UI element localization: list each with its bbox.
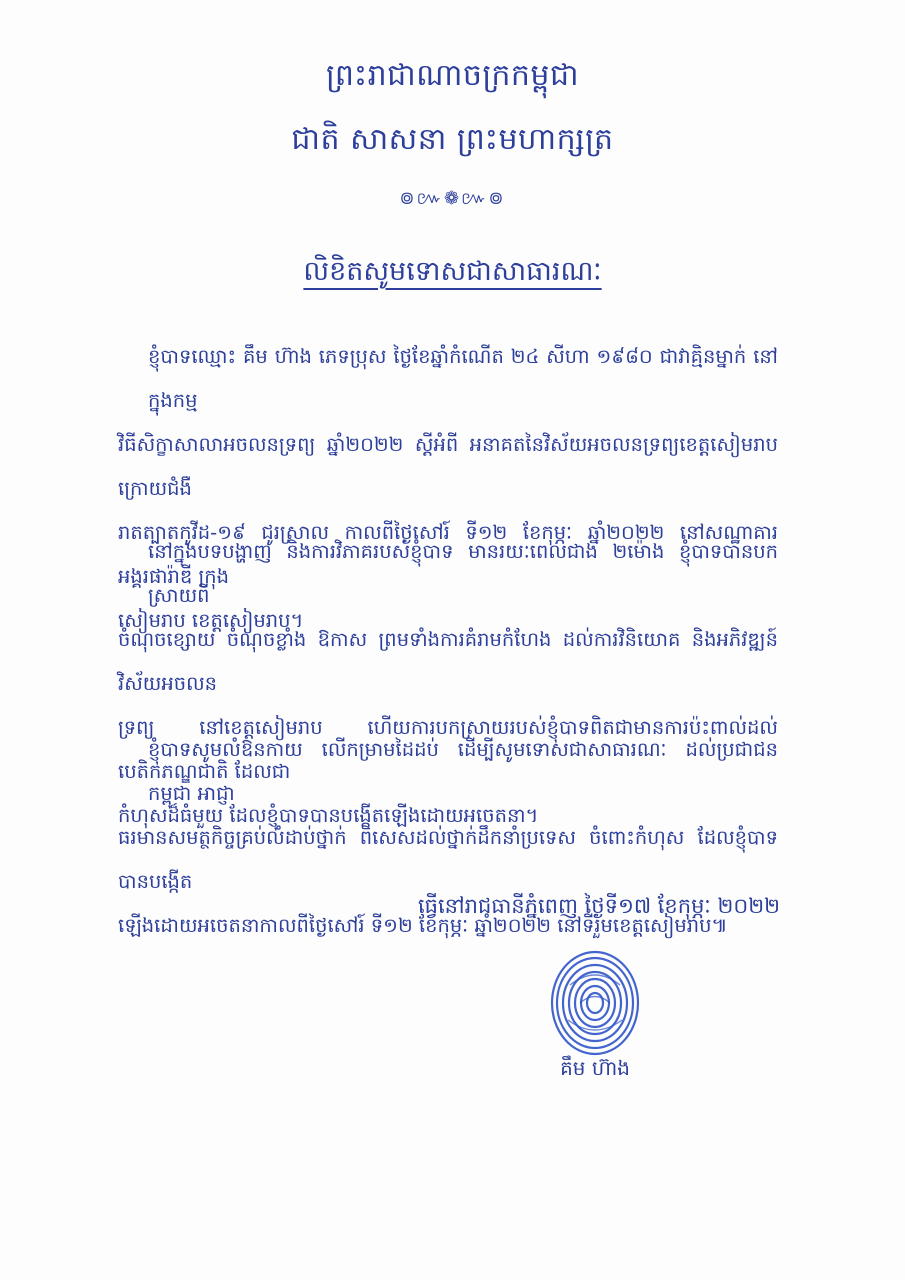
ornament-divider: ៙៚❁៚៙ — [399, 188, 506, 209]
paragraph-line: កំហុសដ៏ធំមួយ ដែលខ្ញុំបាទបានបង្កើតឡើងដោយអចេតនា។ — [118, 804, 539, 827]
paragraph-line: សៀមរាប ខេត្តសៀមរាប។ — [118, 609, 304, 632]
paragraph-line: ចំណុចខ្សោយ ចំណុចខ្លាំង ឱកាស ព្រមទាំងការគំរាមកំហែង ដល់ការវិនិយោគ និងអភិវឌ្ឍន៍វិស័យអចលន — [118, 628, 778, 695]
fingerprint-icon — [540, 945, 650, 1060]
paragraph-line: ទ្រព្យ នៅខេត្តសៀមរាប ហើយការបកស្រាយរបស់ខ្ញុំបាទពិតជាមានការប៉ះពាល់ដល់បេតិកភណ្ឌជាតិ ដែលជា — [118, 716, 778, 783]
paragraph-line: ខ្ញុំបាទឈ្មោះ គឹម ហ៊ាង ភេទប្រុស ថ្ងៃខែឆ្នាំកំណើត ២៤ សីហា ១៩៨០ ជាវាគ្មិនម្នាក់ នៅក្នុងកម្ម — [148, 345, 778, 412]
document-title: លិខិតសូមទោសជាសាធារណៈ — [303, 256, 602, 287]
paragraph-line: ធរមានសមត្ថកិច្ចគ្រប់លំដាប់ថ្នាក់ ពិសេសដល់ថ្នាក់ដឹកនាំប្រទេស ចំពោះកំហុស ដែលខ្ញុំបាទបានបង្កើត — [118, 826, 778, 893]
paragraph-line: រាតត្បាតកូវីដ-១៩ ជូរស្រាល កាលពីថ្ងៃសៅរ៍ ទី១២ ខែកុម្ភៈ ឆ្នាំ២០២២ នៅសណ្ឋាគារ អង្គរផារ៉ាឌី ក្រុង — [118, 521, 778, 588]
paragraph-line: នៅក្នុងបទបង្ហាញ និងការវិភាគរបស់ខ្ញុំបាទ មានរយៈពេលជាង ២ម៉ោង ខ្ញុំបាទបានបកស្រាយពី — [148, 540, 778, 607]
paragraph-line: វិធីសិក្ខាសាលាអចលនទ្រព្យ ឆ្នាំ២០២២ ស្តីអំពី អនាគតនៃវិស័យអចលនទ្រព្យខេត្តសៀមរាប ក្រោយជំងឺ — [118, 433, 778, 500]
signer-name: គឹម ហ៊ាង — [560, 1056, 630, 1080]
kingdom-heading: ព្រះរាជាណាចក្រកម្ពុជា — [325, 58, 580, 93]
paragraph-line: ឡើងដោយអចេតនាកាលពីថ្ងៃសៅរ៍ ទី១២ ខែកុម្ភៈ ឆ្នាំ២០២២ នៅទីរួមខេត្តសៀមរាប៕ — [118, 914, 728, 937]
date-line: ធ្វើនៅរាជធានីភ្នំពេញ ថ្ងៃទី១៧ ខែកុម្ភៈ ២០២២ — [418, 894, 781, 918]
motto-heading: ជាតិ សាសនា ព្រះមហាក្សត្រ — [291, 122, 614, 157]
paragraph-line: ខ្ញុំបាទសូមលំឱនកាយ លើកម្រាមដៃដប់ ដើម្បីសូមទោសជាសាធារណៈ ដល់ប្រជាជនកម្ពុជា អាជ្ញា — [148, 738, 778, 805]
